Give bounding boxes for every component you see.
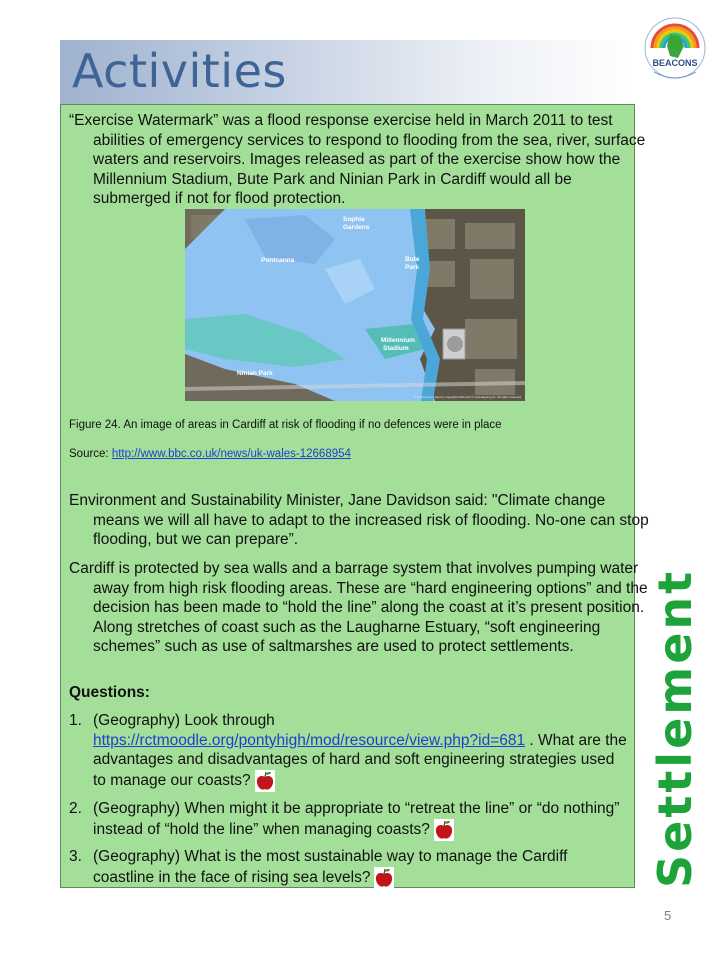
apple-icon bbox=[434, 819, 454, 841]
figure-source bbox=[69, 447, 629, 461]
map-copyright: © Environment Agency copyright 2011 and © Getmapping plc. All rights reserved bbox=[413, 395, 521, 399]
questions-heading: Questions: bbox=[69, 684, 150, 701]
question-1 bbox=[69, 711, 629, 792]
page-number: 5 bbox=[664, 908, 672, 923]
question-number: 3. bbox=[69, 848, 82, 865]
source-prefix: Source: bbox=[69, 448, 112, 460]
activities-panel bbox=[60, 104, 649, 888]
moodle-link[interactable]: https://rctmoodle.org/pontyhigh/mod/resource/view.php?id=681 bbox=[93, 731, 526, 749]
logo-text: BEACONS bbox=[652, 58, 698, 68]
question-number: 2. bbox=[69, 800, 82, 817]
map-label-park: Park bbox=[405, 264, 420, 271]
question-text bbox=[93, 711, 629, 792]
intro-paragraph: “Exercise Watermark” was a flood response exercise held in March 2011 to test abilities of emergency services to respond to flooding from the sea, river, surface waters and reservoirs. Images released as part of the exercise show how the Millennium Stadium, Bute Park and Ninian Park in Cardiff would all be submerged if not for flood protection. bbox=[69, 112, 646, 207]
question-3 bbox=[69, 847, 629, 889]
question-number: 1. bbox=[69, 712, 82, 729]
question-text bbox=[93, 847, 629, 889]
minister-quote: Environment and Sustainability Minister, Jane Davidson said: "Climate change means we will all have to adapt to the increased risk of flooding. No-one can stop flooding, but we can prepare”. bbox=[69, 492, 649, 548]
map-label-bute: Bute bbox=[405, 256, 420, 263]
map-label-ninian-park: Ninian Park bbox=[237, 370, 273, 377]
settlement-side-label: Settlement bbox=[648, 568, 702, 888]
protection-paragraph: Cardiff is protected by sea walls and a barrage system that involves pumping water away from high risk flooding areas. These are “hard engineering options” and the decision has been made to “hold the line” along the coast at it’s present position. Along stretches of coast such as the Laugharne Estuary, “soft engineering schemes” such as use of saltmarshes are used to protect settlements. bbox=[69, 560, 648, 655]
map-label-pontcanna: Pontcanna bbox=[261, 257, 295, 264]
question-1-text-start: (Geography) Look through bbox=[93, 712, 275, 729]
question-2 bbox=[69, 799, 629, 841]
figure-caption: Figure 24. An image of areas in Cardiff at risk of flooding if no defences were in place bbox=[69, 419, 502, 431]
apple-icon bbox=[374, 867, 394, 889]
question-text bbox=[93, 799, 629, 841]
map-label-gardens: Gardens bbox=[343, 224, 370, 231]
beacons-logo bbox=[640, 12, 710, 94]
apple-icon bbox=[255, 770, 275, 792]
map-label-millennium: Millennium bbox=[381, 337, 415, 344]
question-3-text: (Geography) What is the most sustainable way to manage the Cardiff coastline in the face of rising sea levels? bbox=[93, 848, 568, 886]
map-label-stadium: Stadium bbox=[383, 345, 409, 352]
source-link[interactable]: http://www.bbc.co.uk/news/uk-wales-12668954 bbox=[111, 448, 351, 460]
page-title: Activities bbox=[72, 44, 287, 98]
question-1-text-end: . What are the advantages and disadvantages of hard and soft engineering strategies used to manage our coasts? bbox=[93, 731, 627, 789]
map-label-sophia: Sophia bbox=[343, 216, 365, 223]
cardiff-flood-map bbox=[185, 209, 525, 401]
question-2-text: (Geography) When might it be appropriate to “retreat the line” or “do nothing” instead of “hold the line” when managing coasts? bbox=[93, 800, 620, 838]
